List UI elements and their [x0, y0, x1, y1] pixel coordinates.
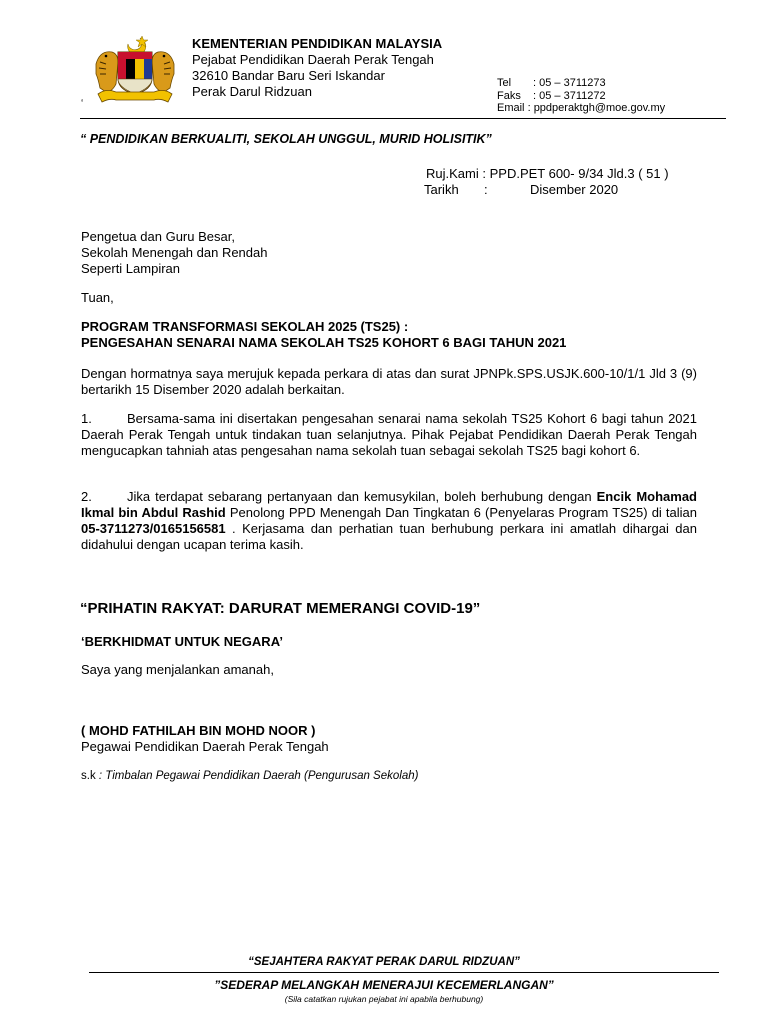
footer-slogan-1: “SEJAHTERA RAKYAT PERAK DARUL RIDZUAN”: [248, 956, 520, 968]
cc-text: : Timbalan Pegawai Pendidikan Daerah (Pengurusan Sekolah): [98, 770, 419, 782]
recipient-block: [81, 229, 697, 277]
paragraph-2: [81, 489, 697, 553]
paragraph-text: Bersama-sama ini disertakan pengesahan senarai nama sekolah TS25 Kohort 6 bagi tahun 2021 Daerah Perak Tengah untuk tindakan tuan selanjutnya. Pihak Pejabat Pendidikan Daerah Perak Tengah mengucapkan tahniah atas pengesahan nama sekolah tuan sebagai sekolah TS25 bagi kohort 6.: [81, 411, 697, 458]
email-value: : ppdperaktgh@moe.gov.my: [527, 102, 666, 114]
paragraph-number: 1.: [81, 411, 92, 426]
ministry-name: KEMENTERIAN PENDIDIKAN MALAYSIA: [192, 36, 443, 51]
date-row: [426, 182, 669, 198]
subject-line: PENGESAHAN SENARAI NAMA SEKOLAH TS25 KOHORT 6 BAGI TAHUN 2021: [81, 335, 567, 350]
contact-block: [497, 77, 665, 115]
recipient-line: Pengetua dan Guru Besar,: [81, 229, 235, 244]
signature-block: [81, 723, 697, 755]
subject-line: PROGRAM TRANSFORMASI SEKOLAH 2025 (TS25) :: [81, 319, 409, 334]
covid-slogan: “PRIHATIN RAKYAT: DARURAT MEMERANGI COVID-19”: [80, 600, 481, 617]
service-slogan: ‘BERKHIDMAT UNTUK NEGARA’: [81, 634, 283, 649]
tel-value: : 05 – 3711273: [533, 77, 606, 89]
footer-note: (Sila catatkan rujukan pejabat ini apabila berhubung): [284, 994, 484, 1004]
fax-label: Faks: [497, 89, 521, 102]
stray-mark: ‘: [81, 98, 84, 109]
tarikh-value: Disember 2020: [530, 182, 619, 197]
contact-phone: 05-3711273/0165156581: [81, 521, 226, 536]
tel-row: [497, 77, 665, 90]
paragraph-1: [81, 411, 697, 459]
office-address-state: Perak Darul Ridzuan: [192, 84, 312, 99]
closing-line: Saya yang menjalankan amanah,: [81, 662, 274, 677]
paragraph-number: 2.: [81, 489, 92, 504]
signatory-name: ( MOHD FATHILAH BIN MOHD NOOR ): [81, 723, 316, 738]
carbon-copy: [81, 770, 418, 782]
office-address-postcode: 32610 Bandar Baru Seri Iskandar: [192, 68, 385, 83]
footer-slogan-2: ”SEDERAP MELANGKAH MENERAJUI KECEMERLANGAN”: [214, 978, 554, 992]
reference-block: [426, 166, 669, 198]
recipient-line: Seperti Lampiran: [81, 261, 180, 276]
fax-row: [497, 90, 665, 103]
contact-person-name: Encik Mohamad Ikmal bin Abdul Rashid: [81, 489, 698, 520]
paragraph-text: . Kerjasama dan perhatian tuan berhubung perkara ini amatlah dihargai dan didahului dengan ucapan terima kasih.: [81, 521, 697, 552]
subject-block: [81, 319, 697, 351]
ruj-value: : PPD.PET 600- 9/34 Jld.3 ( 51 ): [482, 166, 669, 181]
email-row: [497, 102, 665, 115]
salutation: Tuan,: [81, 290, 114, 305]
recipient-line: Sekolah Menengah dan Rendah: [81, 245, 268, 260]
paragraph-text: Jika terdapat sebarang pertanyaan dan kemusykilan, boleh berhubung dengan: [127, 489, 597, 504]
office-name: Pejabat Pendidikan Daerah Perak Tengah: [192, 52, 434, 67]
fax-value: : 05 – 3711272: [533, 89, 606, 102]
tel-label: Tel: [497, 77, 512, 89]
tarikh-sep: :: [484, 182, 488, 197]
coat-of-arms-logo: [92, 34, 178, 106]
reference-row: [426, 166, 669, 182]
email-label: Email: [497, 102, 525, 114]
footer-divider: [89, 972, 719, 973]
intro-paragraph: Dengan hormatnya saya merujuk kepada perkara di atas dan surat JPNPk.SPS.USJK.600-10/1/1 Jld 3 (9) bertarikh 15 Disember 2020 adalah berkaitan.: [81, 366, 697, 397]
ruj-label: Ruj.Kami: [426, 166, 479, 181]
header-divider: [80, 118, 726, 119]
cc-label: s.k: [81, 770, 96, 782]
letterhead: [192, 36, 442, 100]
paragraph-text: Penolong PPD Menengah Dan Tingkatan 6 (Penyelaras Program TS25) di talian: [225, 505, 697, 520]
tarikh-label: Tarikh: [424, 182, 459, 197]
education-motto: “ PENDIDIKAN BERKUALITI, SEKOLAH UNGGUL, MURID HOLISITIK”: [80, 132, 492, 146]
signatory-title: Pegawai Pendidikan Daerah Perak Tengah: [81, 739, 329, 754]
